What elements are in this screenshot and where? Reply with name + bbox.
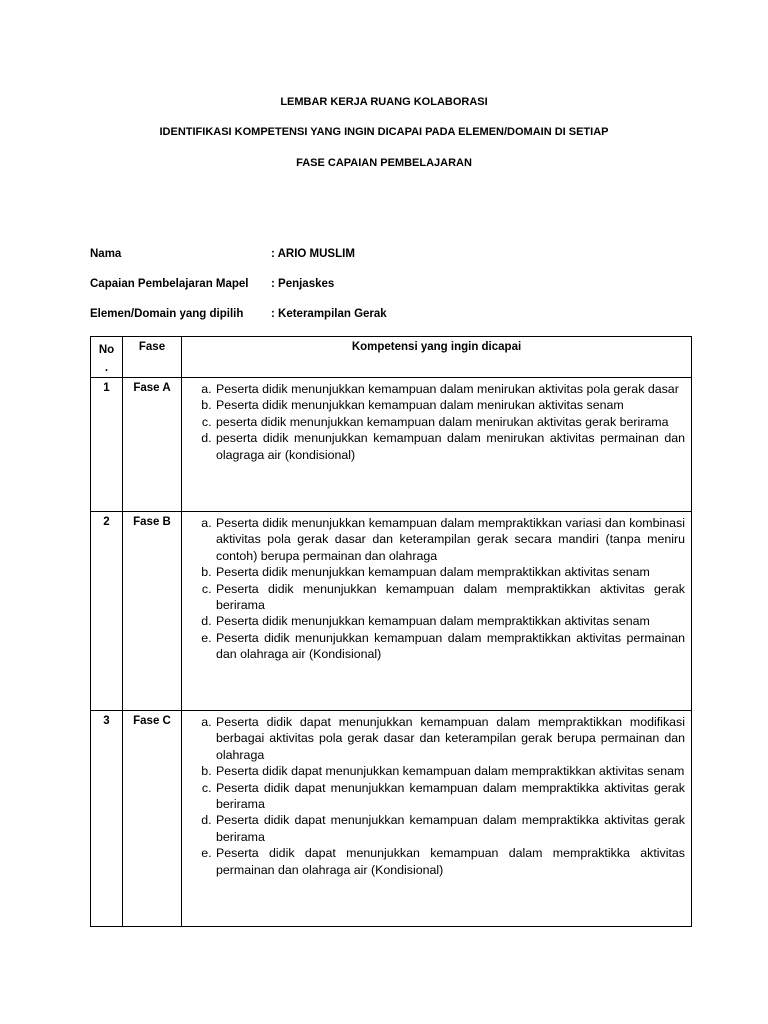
nama-label: Nama xyxy=(90,248,122,260)
row-fase: Fase B xyxy=(123,512,182,711)
table-row xyxy=(91,378,692,512)
row-number: 1 xyxy=(91,378,123,512)
document-subtitle: IDENTIFIKASI KOMPETENSI YANG INGIN DICAPAI PADA ELEMEN/DOMAIN DI SETIAP xyxy=(159,126,609,138)
row-competencies xyxy=(182,512,692,711)
list-item: c. peserta didik menunjukkan kemampuan dalam menirukan aktivitas gerak berirama xyxy=(215,414,685,430)
competency-list xyxy=(182,512,691,663)
list-item: a. Peserta didik dapat menunjukkan kemampuan dalam mempraktikkan modifikasi berbagai aktivitas pola gerak dasar dan keterampilan gerak berupa permainan dan olahraga xyxy=(215,714,685,763)
table-header-row xyxy=(91,337,692,378)
competency-table xyxy=(90,336,692,927)
row-competencies xyxy=(182,378,692,512)
list-item: b. Peserta didik dapat menunjukkan kemampuan dalam mempraktikkan aktivitas senam xyxy=(215,763,685,779)
competency-list xyxy=(182,378,691,463)
document-title: LEMBAR KERJA RUANG KOLABORASI xyxy=(280,96,488,108)
header-no-dot: . xyxy=(104,362,109,374)
document-subtitle-2: FASE CAPAIAN PEMBELAJARAN xyxy=(296,157,472,169)
header-no xyxy=(91,337,123,378)
table-row xyxy=(91,512,692,711)
list-item: d. peserta didik menunjukkan kemampuan dalam menirukan aktivitas permainan dan olagraga air (kondisional) xyxy=(215,430,685,463)
row-competencies xyxy=(182,711,692,927)
list-item: e. Peserta didik dapat menunjukkan kemampuan dalam mempraktikka aktivitas permainan dan olahraga air (Kondisional) xyxy=(215,845,685,878)
list-item: c. Peserta didik dapat menunjukkan kemampuan dalam mempraktikka aktivitas gerak berirama xyxy=(215,780,685,813)
list-item: e. Peserta didik menunjukkan kemampuan dalam mempraktikkan aktivitas permainan dan olahraga air (Kondisional) xyxy=(215,630,685,663)
nama-value: : ARIO MUSLIM xyxy=(271,248,355,260)
row-fase: Fase C xyxy=(123,711,182,927)
table-row xyxy=(91,711,692,927)
list-item: c. Peserta didik menunjukkan kemampuan dalam mempraktikkan aktivitas gerak berirama xyxy=(215,581,685,614)
competency-list xyxy=(182,711,691,878)
capaian-label: Capaian Pembelajaran Mapel xyxy=(90,278,249,290)
row-number: 2 xyxy=(91,512,123,711)
row-number: 3 xyxy=(91,711,123,927)
list-item: d. Peserta didik dapat menunjukkan kemampuan dalam mempraktikka aktivitas gerak berirama xyxy=(215,812,685,845)
header-no-label: No xyxy=(98,344,115,356)
header-kompetensi: Kompetensi yang ingin dicapai xyxy=(182,337,692,378)
elemen-value: : Keterampilan Gerak xyxy=(271,308,387,320)
list-item: a. Peserta didik menunjukkan kemampuan dalam mempraktikkan variasi dan kombinasi aktivitas pola gerak dasar dan keterampilan gerak secara mandiri (tanpa meniru contoh) berupa permainan dan olahraga xyxy=(215,515,685,564)
elemen-label: Elemen/Domain yang dipilih xyxy=(90,308,244,320)
row-fase: Fase A xyxy=(123,378,182,512)
capaian-value: : Penjaskes xyxy=(271,278,335,290)
header-fase: Fase xyxy=(123,337,182,378)
list-item: b. Peserta didik menunjukkan kemampuan dalam mempraktikkan aktivitas senam xyxy=(215,564,685,580)
list-item: d. Peserta didik menunjukkan kemampuan dalam mempraktikkan aktivitas senam xyxy=(215,613,685,629)
list-item: b. Peserta didik menunjukkan kemampuan dalam menirukan aktivitas senam xyxy=(215,397,685,413)
list-item: a. Peserta didik menunjukkan kemampuan dalam menirukan aktivitas pola gerak dasar xyxy=(215,381,685,397)
